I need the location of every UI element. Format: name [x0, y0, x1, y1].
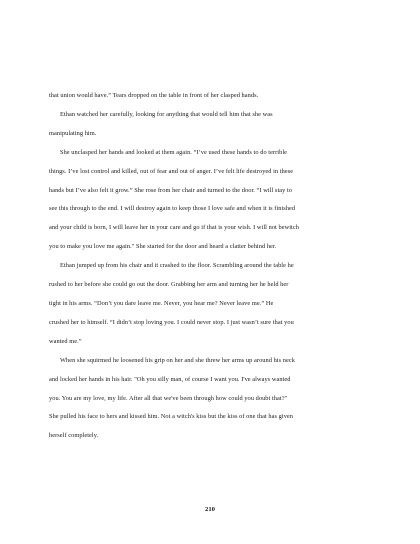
text-line-18: She pulled his face to hers and kissed him. Not a witch's kiss but the kiss of one that has given: [49, 413, 294, 421]
text-line-11: rushed to her before she could go out the door. Grabbing her arm and turning her he held her: [49, 281, 289, 289]
text-line-3: manipulating him.: [49, 129, 97, 137]
text-line-2: Ethan watched her carefully, looking for anything that would tell him that she was: [60, 110, 273, 118]
text-line-19: herself completely.: [49, 432, 99, 440]
text-line-12: tight in his arms. “Don’t you dare leave me. Never, you hear me? Never leave me.” He: [49, 299, 274, 307]
text-line-7: see this through to the end. I will destroy again to keep those I love safe and when it is finished: [49, 205, 296, 213]
text-line-6: hands but I’ve also felt it grow.” She rose from her chair and turned to the door. “I will stay to: [49, 186, 293, 194]
text-line-16: and locked her hands in his hair. "Oh you silly man, of course I want you. I've always wanted: [49, 375, 291, 383]
text-line-4: She unclasped her hands and looked at them again. “I’ve used these hands to do terrible: [60, 148, 288, 156]
text-line-10: Ethan jumped up from his chair and it crashed to the floor. Scrambling around the table he: [60, 262, 294, 270]
page-number: 210: [205, 506, 215, 513]
text-line-13: crushed her to himself. “I didn’t stop loving you. I could never stop. I just wasn’t sure that you: [49, 318, 294, 326]
text-line-15: When she squirmed he loosened his grip on her and she threw her arms up around his neck: [60, 356, 295, 364]
text-line-5: things. I’ve lost control and killed, out of fear and out of anger. I’ve felt life destroyed in these: [49, 167, 294, 175]
text-line-14: wanted me.”: [49, 337, 82, 345]
text-line-9: you to make you love me again." She started for the door and heard a clatter behind her.: [49, 243, 277, 251]
text-line-17: you. You are my love, my life. After all that we've been through how could you doubt that?": [49, 394, 288, 402]
body-text: [49, 87, 389, 446]
text-line-8: and your child is born, I will leave her in your care and go if that is your wish. I will not bewitch: [49, 224, 299, 232]
text-line-1: that union would have.” Tears dropped on the table in front of her clasped hands.: [49, 92, 259, 99]
